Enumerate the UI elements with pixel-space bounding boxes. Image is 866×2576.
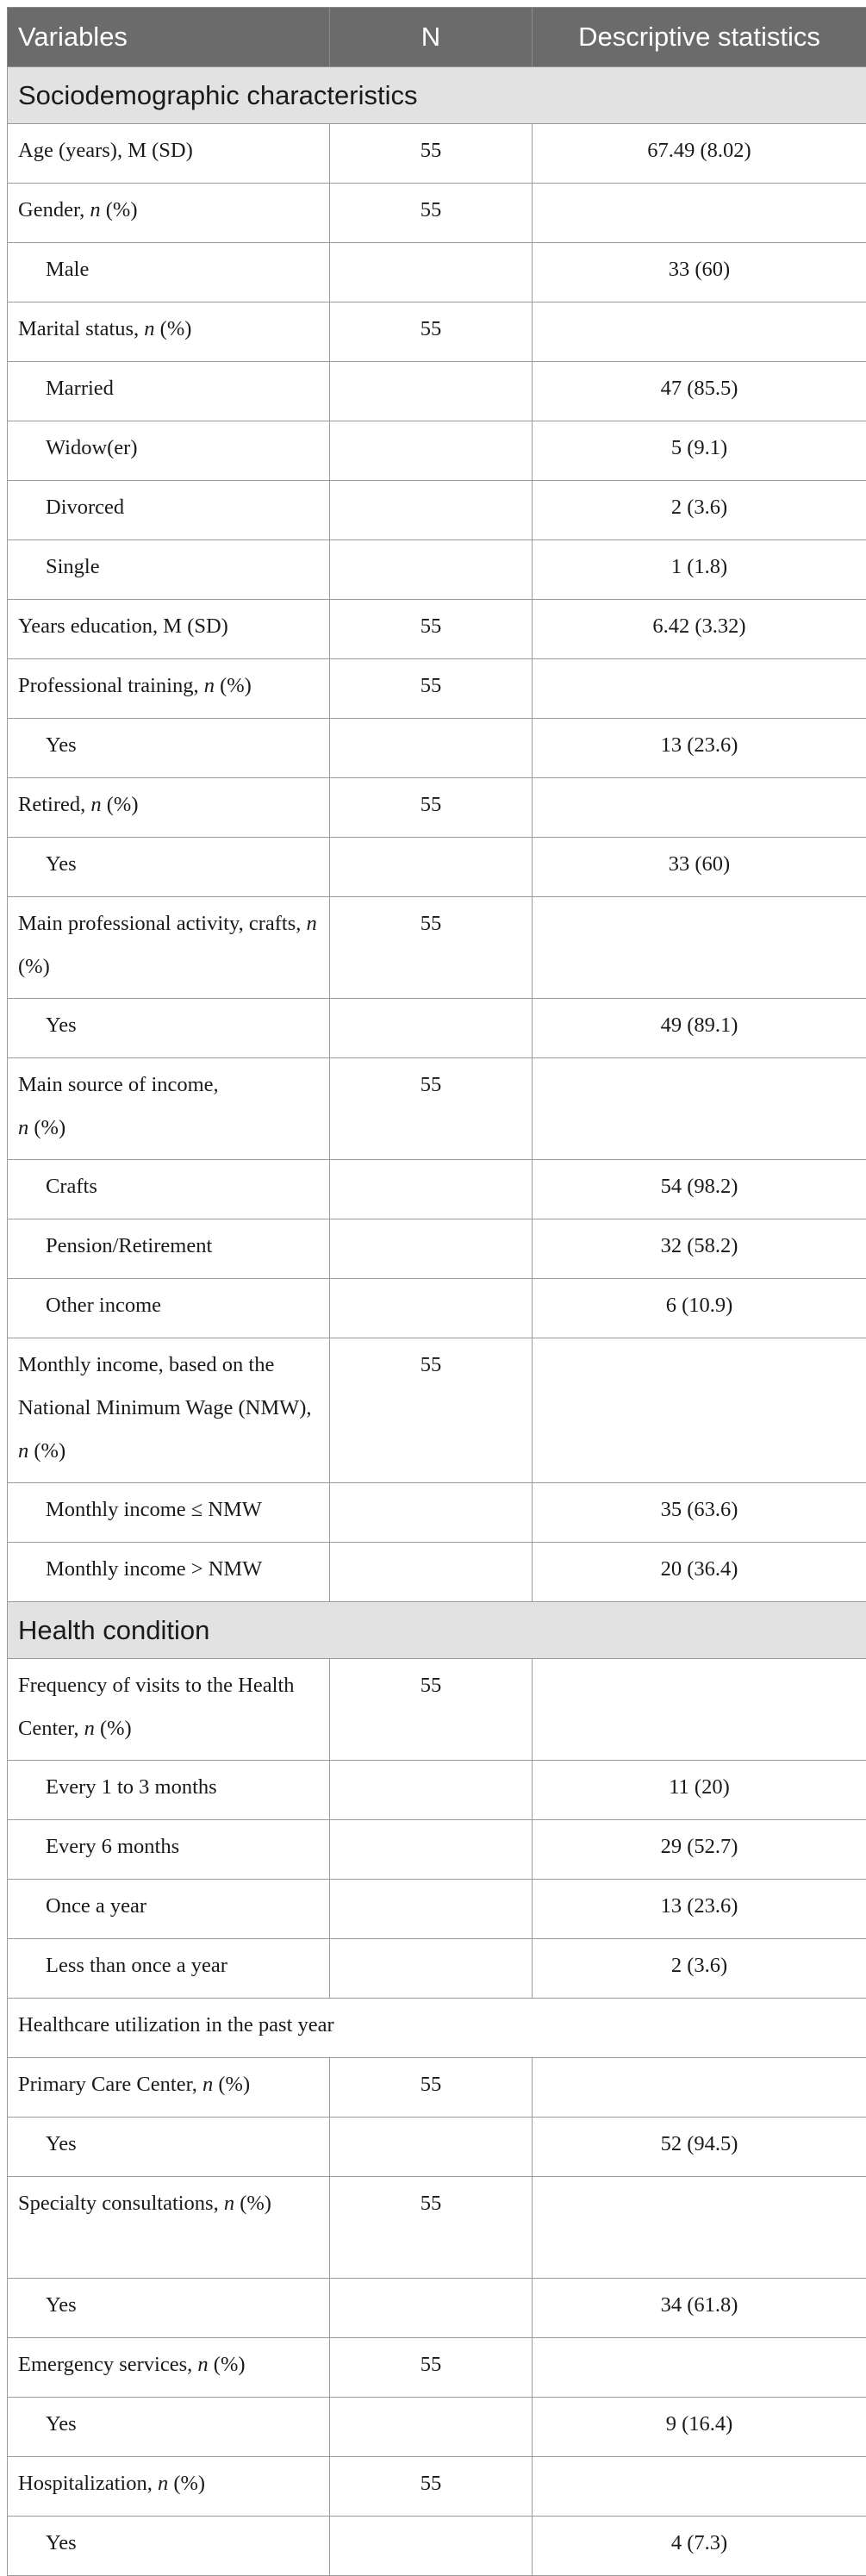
row-label	[8, 2517, 330, 2576]
row-n	[330, 2279, 533, 2338]
row-n: 55	[330, 778, 533, 838]
row-stat	[533, 1058, 866, 1160]
row-label-text: Emergency services, n (%)	[18, 2353, 246, 2376]
row-label-text: Less than once a year	[46, 1954, 227, 1977]
row-label-text: Yes	[46, 2132, 77, 2155]
row-label-text: Years education, M (SD)	[18, 614, 228, 638]
row-n	[330, 1279, 533, 1338]
row-n	[330, 838, 533, 897]
row-n	[330, 243, 533, 303]
row-n	[330, 1880, 533, 1939]
row-label	[8, 362, 330, 421]
row-label-text: Main source of income, n (%)	[18, 1073, 219, 1139]
table-row	[8, 659, 866, 719]
row-label	[8, 1880, 330, 1939]
table-row	[8, 600, 866, 659]
row-label-text: Monthly income > NMW	[46, 1557, 262, 1581]
row-label-text: Yes	[46, 852, 77, 876]
row-label-text: Male	[46, 258, 89, 281]
row-n	[330, 999, 533, 1058]
row-stat: 54 (98.2)	[533, 1160, 866, 1219]
row-label	[8, 1483, 330, 1543]
row-n: 55	[330, 1338, 533, 1483]
row-n: 55	[330, 600, 533, 659]
row-n	[330, 1160, 533, 1219]
row-n	[330, 1820, 533, 1880]
row-label-text: Primary Care Center, n (%)	[18, 2073, 250, 2096]
row-stat: 35 (63.6)	[533, 1483, 866, 1543]
table-row	[8, 999, 866, 1058]
table-row	[8, 2457, 866, 2517]
row-label	[8, 1160, 330, 1219]
row-label-text: Marital status, n (%)	[18, 317, 191, 340]
table-row	[8, 1160, 866, 1219]
row-label	[8, 659, 330, 719]
row-label-text: Monthly income ≤ NMW	[46, 1498, 262, 1521]
table-row	[8, 897, 866, 999]
row-n	[330, 719, 533, 778]
row-stat: 33 (60)	[533, 243, 866, 303]
header-variables: Variables	[8, 8, 330, 67]
row-n	[330, 481, 533, 540]
row-stat: 13 (23.6)	[533, 719, 866, 778]
row-label	[8, 184, 330, 243]
table-row	[8, 184, 866, 243]
row-label	[8, 1659, 330, 1761]
row-n: 55	[330, 2338, 533, 2398]
table-row	[8, 303, 866, 362]
row-label	[8, 481, 330, 540]
row-label	[8, 1761, 330, 1820]
table-row	[8, 1820, 866, 1880]
table-row	[8, 481, 866, 540]
row-n	[330, 2118, 533, 2177]
table-row	[8, 1058, 866, 1160]
row-stat	[533, 303, 866, 362]
row-stat: 47 (85.5)	[533, 362, 866, 421]
row-label	[8, 1338, 330, 1483]
row-n: 55	[330, 2058, 533, 2118]
row-label-text: Professional training, n (%)	[18, 674, 252, 697]
row-label	[8, 2058, 330, 2118]
section-title: Sociodemographic characteristics	[8, 67, 866, 124]
row-label-text: Every 1 to 3 months	[46, 1775, 217, 1799]
table-row	[8, 1880, 866, 1939]
row-n: 55	[330, 2457, 533, 2517]
table-row	[8, 2517, 866, 2576]
row-stat: 6 (10.9)	[533, 1279, 866, 1338]
row-stat: 29 (52.7)	[533, 1820, 866, 1880]
table-subheading-row	[8, 1999, 866, 2058]
row-label	[8, 1543, 330, 1602]
row-label-text: Married	[46, 377, 114, 400]
row-label	[8, 2398, 330, 2457]
table-row	[8, 1219, 866, 1279]
table-row	[8, 2338, 866, 2398]
section-sociodemographic	[8, 67, 866, 124]
row-n	[330, 540, 533, 600]
row-label-text: Hospitalization, n (%)	[18, 2472, 205, 2495]
row-stat: 67.49 (8.02)	[533, 124, 866, 184]
row-label-text: Pension/Retirement	[46, 1234, 212, 1257]
row-label	[8, 243, 330, 303]
row-label	[8, 2457, 330, 2517]
table-row	[8, 1279, 866, 1338]
table-row	[8, 2177, 866, 2279]
row-label-text: Yes	[46, 2293, 77, 2317]
row-n	[330, 1939, 533, 1999]
table-row	[8, 2058, 866, 2118]
table-row	[8, 1659, 866, 1761]
table-row	[8, 1338, 866, 1483]
row-label-text: Yes	[46, 1014, 77, 1037]
row-stat	[533, 659, 866, 719]
row-label-text: Divorced	[46, 496, 124, 519]
section-health-condition	[8, 1602, 866, 1659]
row-n: 55	[330, 124, 533, 184]
row-label-text: Frequency of visits to the Health Center, n (%)	[18, 1674, 294, 1740]
row-stat	[533, 1338, 866, 1483]
row-label	[8, 1058, 330, 1160]
row-label	[8, 540, 330, 600]
row-label-text: Retired, n (%)	[18, 793, 138, 816]
row-stat: 2 (3.6)	[533, 481, 866, 540]
row-stat	[533, 2338, 866, 2398]
row-label	[8, 1219, 330, 1279]
row-label-text: Widow(er)	[46, 436, 138, 459]
row-label	[8, 2118, 330, 2177]
row-stat: 4 (7.3)	[533, 2517, 866, 2576]
row-stat: 34 (61.8)	[533, 2279, 866, 2338]
row-stat: 5 (9.1)	[533, 421, 866, 481]
row-stat: 11 (20)	[533, 1761, 866, 1820]
row-stat	[533, 184, 866, 243]
row-n	[330, 2398, 533, 2457]
table-row	[8, 362, 866, 421]
row-n: 55	[330, 2177, 533, 2279]
section-title: Health condition	[8, 1602, 866, 1659]
header-row	[8, 8, 866, 67]
row-label	[8, 838, 330, 897]
row-label	[8, 719, 330, 778]
row-label-text: Yes	[46, 733, 77, 757]
row-stat	[533, 1659, 866, 1761]
row-label	[8, 999, 330, 1058]
row-label	[8, 124, 330, 184]
row-label-text: Main professional activity, crafts, n (%)	[18, 912, 317, 978]
table-row	[8, 2118, 866, 2177]
table-row	[8, 243, 866, 303]
table-row	[8, 421, 866, 481]
row-n: 55	[330, 184, 533, 243]
descriptive-statistics-table	[7, 7, 866, 2576]
row-label	[8, 897, 330, 999]
row-n	[330, 421, 533, 481]
row-stat: 1 (1.8)	[533, 540, 866, 600]
row-label	[8, 1820, 330, 1880]
row-label-text: Gender, n (%)	[18, 198, 137, 221]
table-row	[8, 124, 866, 184]
row-label-text: Yes	[46, 2531, 77, 2554]
row-label	[8, 2177, 330, 2279]
row-label	[8, 600, 330, 659]
row-n	[330, 362, 533, 421]
row-stat: 9 (16.4)	[533, 2398, 866, 2457]
row-n: 55	[330, 303, 533, 362]
row-n	[330, 1219, 533, 1279]
row-stat: 49 (89.1)	[533, 999, 866, 1058]
row-stat: 32 (58.2)	[533, 1219, 866, 1279]
table-container	[7, 7, 866, 2576]
table-row	[8, 2398, 866, 2457]
row-label	[8, 2338, 330, 2398]
table-row	[8, 540, 866, 600]
row-label	[8, 778, 330, 838]
table-row	[8, 1939, 866, 1999]
table-row	[8, 1761, 866, 1820]
row-label	[8, 1939, 330, 1999]
table-row	[8, 2279, 866, 2338]
header-n: N	[330, 8, 533, 67]
row-label-text: Specialty consultations, n (%)	[18, 2192, 271, 2215]
table-row	[8, 719, 866, 778]
row-n	[330, 2517, 533, 2576]
table-row	[8, 778, 866, 838]
subheading-healthcare-utilization: Healthcare utilization in the past year	[8, 1999, 866, 2058]
row-label-text: Age (years), M (SD)	[18, 139, 193, 162]
row-stat: 33 (60)	[533, 838, 866, 897]
row-stat: 2 (3.6)	[533, 1939, 866, 1999]
row-label-text: Monthly income, based on the National Minimum Wage (NMW), n (%)	[18, 1353, 312, 1463]
row-label	[8, 1279, 330, 1338]
row-n	[330, 1483, 533, 1543]
row-stat: 52 (94.5)	[533, 2118, 866, 2177]
row-stat	[533, 897, 866, 999]
row-n: 55	[330, 659, 533, 719]
table-row	[8, 1543, 866, 1602]
row-n	[330, 1761, 533, 1820]
row-n: 55	[330, 897, 533, 999]
row-label	[8, 2279, 330, 2338]
row-stat	[533, 2058, 866, 2118]
row-stat	[533, 778, 866, 838]
row-label-text: Other income	[46, 1294, 161, 1317]
row-stat: 20 (36.4)	[533, 1543, 866, 1602]
row-stat	[533, 2177, 866, 2279]
row-label-text: Single	[46, 555, 100, 578]
row-label-text: Once a year	[46, 1894, 146, 1918]
row-label-text: Crafts	[46, 1175, 97, 1198]
row-n: 55	[330, 1659, 533, 1761]
header-descriptive-statistics: Descriptive statistics	[533, 8, 866, 67]
row-label	[8, 303, 330, 362]
row-stat: 6.42 (3.32)	[533, 600, 866, 659]
row-n: 55	[330, 1058, 533, 1160]
row-label	[8, 421, 330, 481]
row-label-text: Yes	[46, 2412, 77, 2436]
row-label-text: Every 6 months	[46, 1835, 179, 1858]
table-row	[8, 1483, 866, 1543]
row-n	[330, 1543, 533, 1602]
table-row	[8, 838, 866, 897]
row-stat	[533, 2457, 866, 2517]
row-stat: 13 (23.6)	[533, 1880, 866, 1939]
